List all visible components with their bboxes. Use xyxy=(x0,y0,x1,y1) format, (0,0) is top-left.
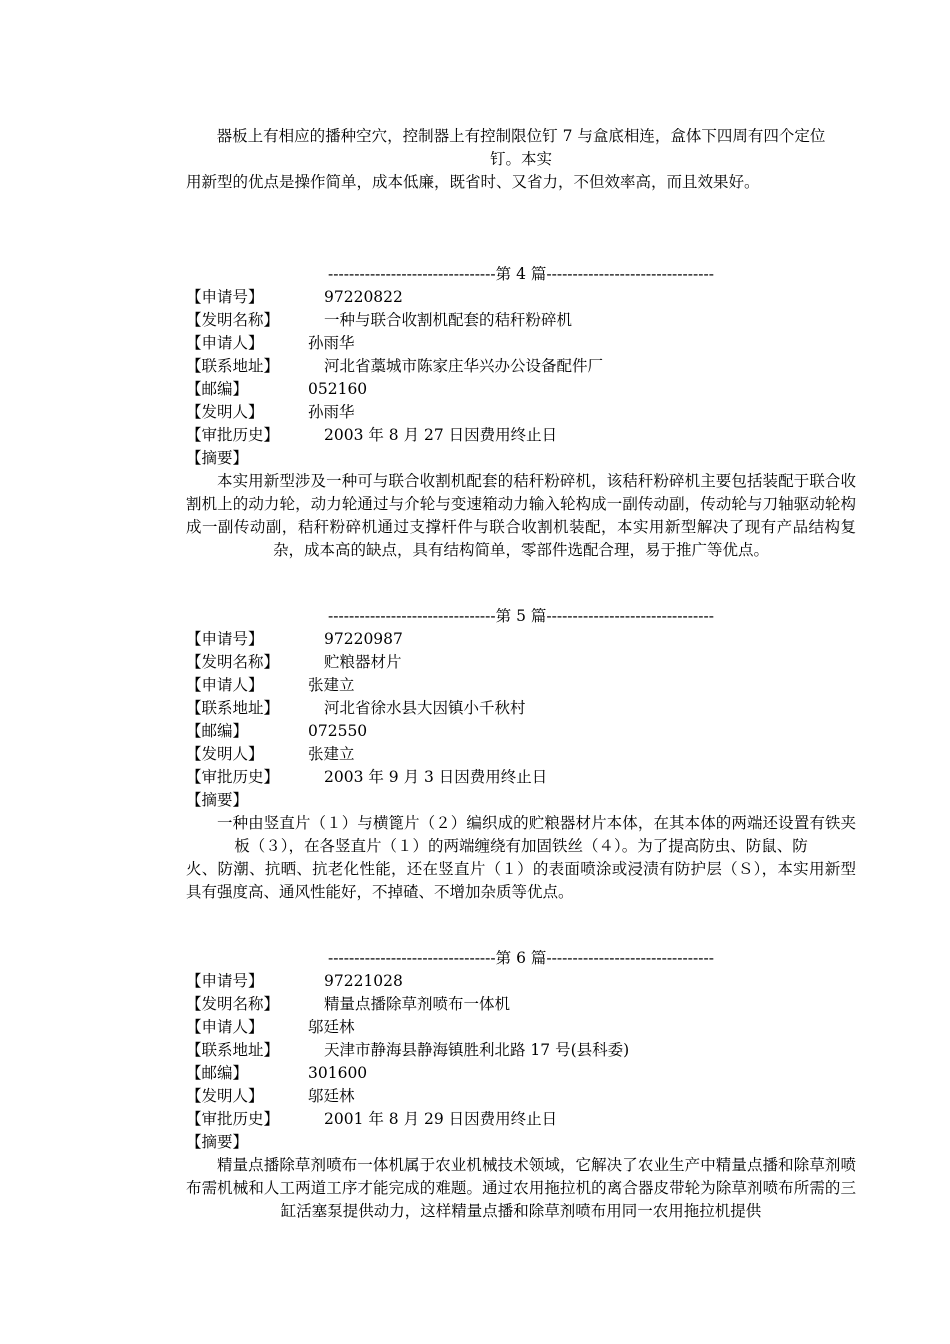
value-applicant: 邬廷林 xyxy=(308,1018,355,1036)
value-inventor: 邬廷林 xyxy=(308,1087,355,1105)
label-abstract: 【摘要】 xyxy=(186,449,249,467)
intro-line: 器板上有相应的播种空穴，控制器上有控制限位钉 7 与盒底相连，盒体下四周有四个定位 xyxy=(216,127,826,145)
value-address: 河北省藁城市陈家庄华兴办公设备配件厂 xyxy=(324,357,604,375)
field-title xyxy=(186,993,856,1016)
value-app-no: 97220822 xyxy=(324,288,403,306)
section-divider: --------------------------------第 4 篇-------------------------------- xyxy=(328,265,714,283)
abstract-paragraph: 火、防潮、抗晒、抗老化性能，还在竖直片（１）的表面喷涂或浸渍有防护层（Ｓ），本实用新型具有强度高、通风性能好，不掉碴、不增加杂质等优点。 xyxy=(186,860,856,901)
field-history xyxy=(186,424,856,447)
abstract-paragraph: 一种由竖直片（１）与横篦片（２）编织成的贮粮器材片本体，在其本体的两端还设置有铁夹板（３），在各竖直片（１）的两端缠绕有加固铁丝（４）。为了提高防虫、防鼠、防 xyxy=(217,814,856,855)
label-postcode: 【邮编】 xyxy=(186,1064,249,1082)
field-postcode xyxy=(186,1062,856,1085)
field-applicant xyxy=(186,674,856,697)
patent-entry-5 xyxy=(186,605,856,904)
value-history: 2003 年 8 月 27 日因费用终止日 xyxy=(324,426,558,444)
field-app-no xyxy=(186,628,856,651)
value-applicant: 孙雨华 xyxy=(308,334,355,352)
value-title: 精量点播除草剂喷布一体机 xyxy=(324,995,511,1013)
label-app-no: 【申请号】 xyxy=(186,630,264,648)
label-title: 【发明名称】 xyxy=(186,311,280,329)
label-address: 【联系地址】 xyxy=(186,1041,280,1059)
label-abstract: 【摘要】 xyxy=(186,791,249,809)
abstract-text xyxy=(186,470,856,562)
intro-paragraph xyxy=(186,125,856,194)
value-title: 贮粮器材片 xyxy=(324,653,402,671)
value-postcode: 072550 xyxy=(308,722,368,740)
field-postcode xyxy=(186,378,856,401)
value-title: 一种与联合收割机配套的秸秆粉碎机 xyxy=(324,311,573,329)
label-applicant: 【申请人】 xyxy=(186,1018,264,1036)
label-app-no: 【申请号】 xyxy=(186,972,264,990)
value-address: 天津市静海县静海镇胜利北路 17 号(县科委) xyxy=(324,1041,630,1059)
field-inventor xyxy=(186,401,856,424)
abstract-text xyxy=(186,812,856,904)
label-inventor: 【发明人】 xyxy=(186,403,264,421)
abstract-text xyxy=(186,1154,856,1223)
value-address: 河北省徐水县大因镇小千秋村 xyxy=(324,699,526,717)
field-history xyxy=(186,766,856,789)
field-applicant xyxy=(186,332,856,355)
label-app-no: 【申请号】 xyxy=(186,288,264,306)
field-address xyxy=(186,1039,856,1062)
field-title xyxy=(186,309,856,332)
field-inventor xyxy=(186,743,856,766)
label-applicant: 【申请人】 xyxy=(186,676,264,694)
abstract-paragraph: 精量点播除草剂喷布一体机属于农业机械技术领域，它解决了农业生产中精量点播和除草剂喷布需机械和人工两道工序才能完成的难题。通过农用拖拉机的离合器皮带轮为除草剂喷布所需的三缸活塞泵提供动力，这样精量点播和除草剂喷布用同一农用拖拉机提供 xyxy=(186,1156,856,1220)
value-applicant: 张建立 xyxy=(308,676,355,694)
value-inventor: 张建立 xyxy=(308,745,355,763)
label-inventor: 【发明人】 xyxy=(186,1087,264,1105)
label-inventor: 【发明人】 xyxy=(186,745,264,763)
label-applicant: 【申请人】 xyxy=(186,334,264,352)
value-history: 2001 年 8 月 29 日因费用终止日 xyxy=(324,1110,558,1128)
field-inventor xyxy=(186,1085,856,1108)
label-address: 【联系地址】 xyxy=(186,357,280,375)
label-postcode: 【邮编】 xyxy=(186,722,249,740)
field-title xyxy=(186,651,856,674)
field-app-no xyxy=(186,970,856,993)
field-address xyxy=(186,697,856,720)
field-app-no xyxy=(186,286,856,309)
section-divider: --------------------------------第 6 篇-------------------------------- xyxy=(328,949,714,967)
label-history: 【审批历史】 xyxy=(186,768,280,786)
field-address xyxy=(186,355,856,378)
patent-entry-6 xyxy=(186,947,856,1223)
section-divider: --------------------------------第 5 篇-------------------------------- xyxy=(328,607,714,625)
value-app-no: 97220987 xyxy=(324,630,403,648)
label-title: 【发明名称】 xyxy=(186,995,280,1013)
value-inventor: 孙雨华 xyxy=(308,403,355,421)
intro-line: 钉。本实 xyxy=(489,150,552,168)
value-app-no: 97221028 xyxy=(324,972,403,990)
field-abstract xyxy=(186,789,856,812)
abstract-paragraph: 本实用新型涉及一种可与联合收割机配套的秸秆粉碎机，该秸秆粉碎机主要包括装配于联合收割机上的动力轮，动力轮通过与介轮与变速箱动力输入轮构成一副传动副，传动轮与刀轴驱动轮构成一副传动副，秸秆粉碎机通过支撑杆件与联合收割机装配，本实用新型解决了现有产品结构复杂，成本高的缺点，具有结构简单，零部件选配合理，易于推广等优点。 xyxy=(186,472,856,559)
value-postcode: 301600 xyxy=(308,1064,368,1082)
label-postcode: 【邮编】 xyxy=(186,380,249,398)
field-abstract xyxy=(186,447,856,470)
field-history xyxy=(186,1108,856,1131)
label-abstract: 【摘要】 xyxy=(186,1133,249,1151)
label-history: 【审批历史】 xyxy=(186,1110,280,1128)
label-history: 【审批历史】 xyxy=(186,426,280,444)
label-address: 【联系地址】 xyxy=(186,699,280,717)
value-postcode: 052160 xyxy=(308,380,368,398)
field-abstract xyxy=(186,1131,856,1154)
field-postcode xyxy=(186,720,856,743)
value-history: 2003 年 9 月 3 日因费用终止日 xyxy=(324,768,548,786)
label-title: 【发明名称】 xyxy=(186,653,280,671)
patent-entry-4 xyxy=(186,263,856,562)
field-applicant xyxy=(186,1016,856,1039)
intro-line: 用新型的优点是操作简单，成本低廉，既省时、又省力，不但效率高，而且效果好。 xyxy=(186,173,760,191)
